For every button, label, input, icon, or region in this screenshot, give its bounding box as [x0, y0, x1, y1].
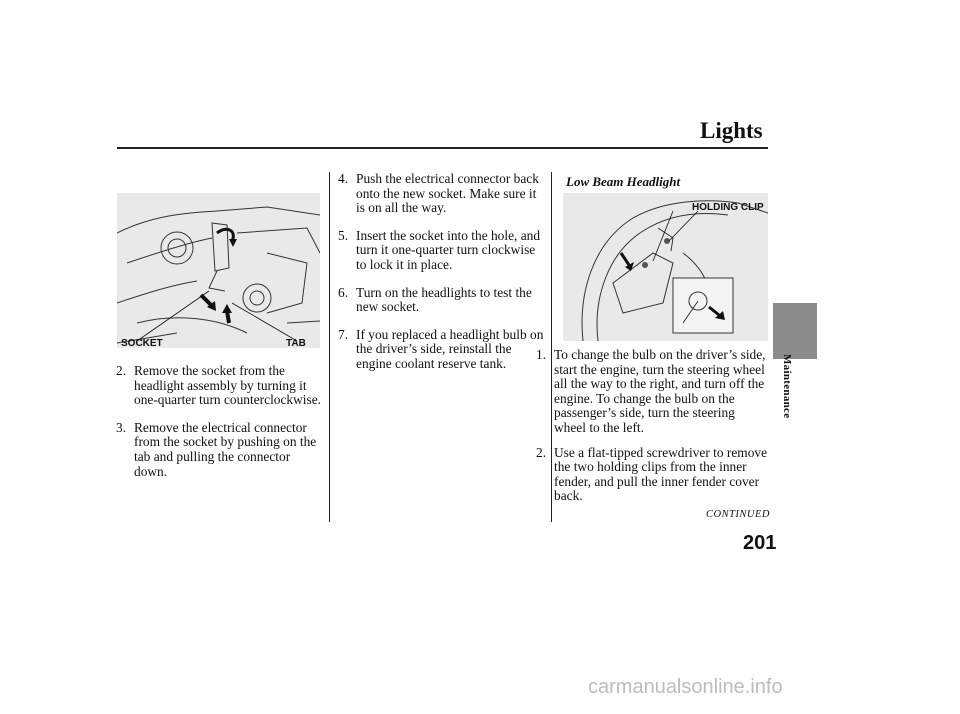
- list-item: 3. Remove the electrical connector from the socket by pushing on the tab and pulling the connector down.: [116, 419, 317, 479]
- list-item: 6. Turn on the headlights to test the new socket.: [338, 284, 532, 315]
- list-item: 2. Remove the socket from the headlight assembly by turning it one-quarter turn counterclockwise.: [116, 363, 322, 408]
- list-item: 4. Push the electrical connector back onto the new socket. Make sure it is on all the way.: [338, 171, 539, 216]
- section-subheading: Low Beam Headlight: [566, 174, 681, 189]
- socket-label: SOCKET: [121, 338, 163, 349]
- fender-drawing: [563, 193, 768, 341]
- column-divider-left: [329, 172, 330, 522]
- page-number: 201: [743, 532, 777, 554]
- left-column-steps: [116, 364, 326, 492]
- page-title: Lights: [700, 118, 763, 143]
- section-tab: [773, 303, 817, 359]
- section-tab-label: Maintenance: [781, 354, 793, 419]
- list-item: 1. To change the bulb on the driver’s side, start the engine, turn the steering wheel all the way to the right, and turn off the engine. To change the bulb on the passenger’s side, turn the steering wheel to the left.: [536, 347, 766, 435]
- list-item: 7. If you replaced a headlight bulb on the driver’s side, reinstall the engine coolant reserve tank.: [338, 326, 544, 371]
- right-column-steps: [536, 348, 768, 517]
- list-item: 2. Use a flat-tipped screwdriver to remove the two holding clips from the inner fender, and pull the inner fender cover back.: [536, 444, 768, 504]
- socket-illustration: [117, 193, 320, 348]
- middle-column-steps: [338, 172, 548, 385]
- holding-clip-label: HOLDING CLIP: [692, 202, 764, 213]
- engine-bay-drawing: [117, 193, 320, 348]
- list-item: 5. Insert the socket into the hole, and turn it one-quarter turn clockwise to lock it in place.: [338, 227, 541, 272]
- header-rule: [117, 147, 768, 149]
- watermark: carmanualsonline.info: [588, 676, 783, 698]
- continued-label: CONTINUED: [706, 509, 771, 520]
- tab-label: TAB: [286, 338, 306, 349]
- holding-clip-illustration: [563, 193, 768, 341]
